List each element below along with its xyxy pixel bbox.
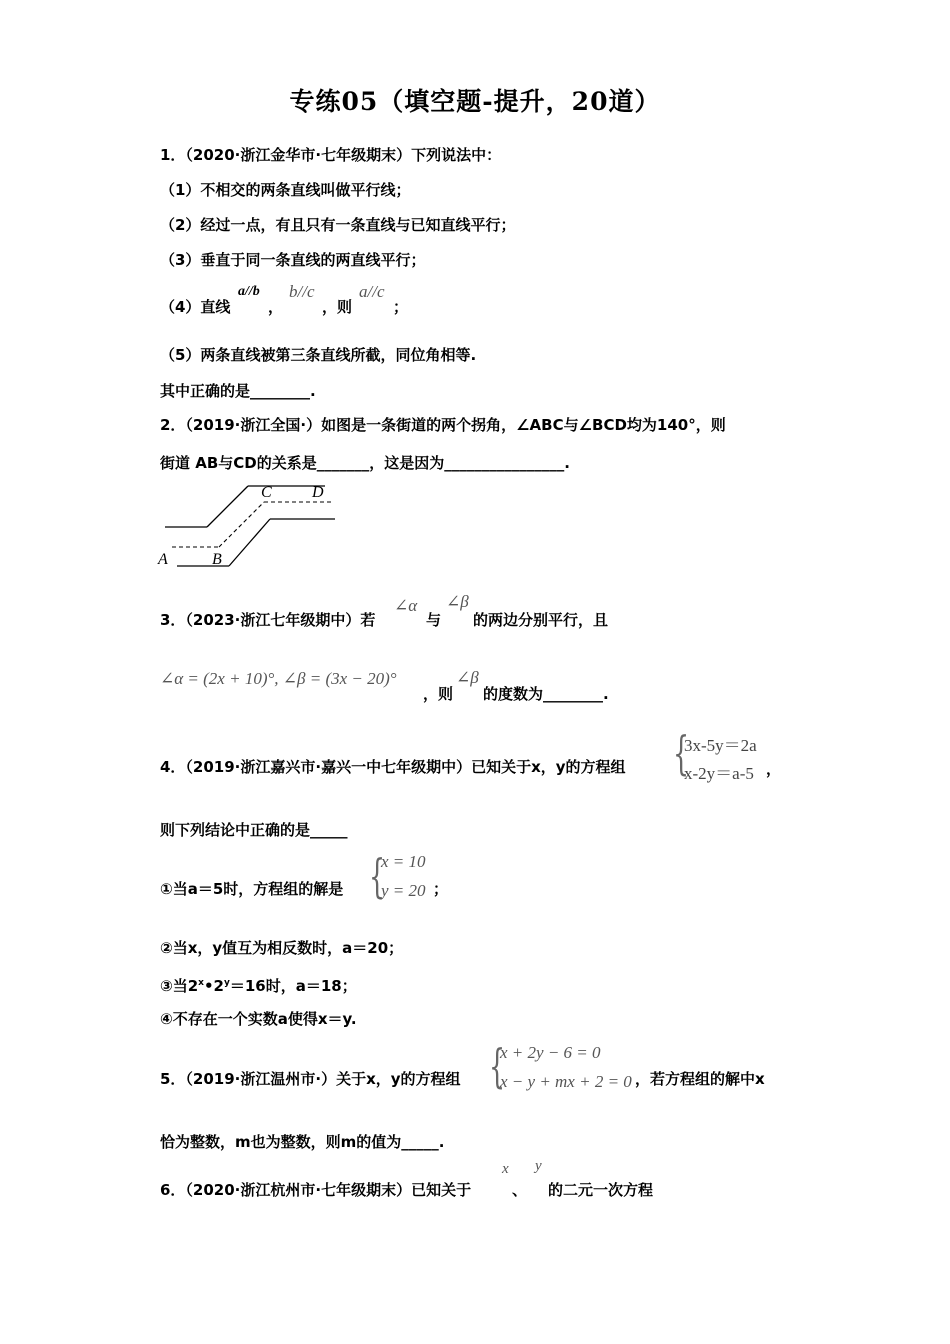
q4-solution-y: y = 20 — [381, 881, 426, 900]
q1-math-a-parallel-c: a//c — [359, 282, 385, 301]
q1-statement-2: （2）经过一点，有且只有一条直线与已知直线平行； — [160, 216, 516, 234]
q2-stem-line2: 街道 AB与CD的关系是_______，这是因为________________. — [160, 454, 570, 472]
q1-then: ，则 — [322, 298, 353, 316]
q1-stem: 1．（2020·浙江金华市·七年级期末）下列说法中： — [160, 146, 502, 164]
q3-and: 与 — [426, 611, 442, 629]
q3-angle-beta: ∠β — [446, 592, 469, 611]
q1-statement-4-prefix: （4）直线 — [160, 298, 231, 316]
street-upper-slant-edge — [207, 486, 248, 527]
q6-separator: 、 — [512, 1181, 528, 1199]
label-b: B — [212, 551, 222, 568]
q5-system-brace: { — [489, 1039, 506, 1093]
q1-math-b-parallel-c: b//c — [289, 282, 315, 301]
q4-conclusion-2: ②当x，y值互为相反数时，a＝20； — [160, 939, 404, 957]
q3-ask: 的度数为________. — [483, 685, 609, 703]
q5-equation-2: x − y + mx + 2 = 0 — [500, 1072, 632, 1091]
q4-conclusion-4: ④不存在一个实数a使得x＝y. — [160, 1010, 357, 1028]
q4-equation-2: x-2y＝a-5 — [684, 764, 754, 783]
q4-solution-brace: { — [369, 849, 386, 903]
q5-line2: 恰为整数，m也为整数，则m的值为_____. — [160, 1133, 445, 1151]
q1-statement-1: （1）不相交的两条直线叫做平行线； — [160, 181, 411, 199]
q4-comma: ， — [766, 760, 782, 778]
q1-semicolon: ； — [393, 298, 409, 316]
q4-conclusion-1-prefix: ①当a＝5时，方程组的解是 — [160, 880, 344, 898]
q5-stem: 5．（2019·浙江温州市·）关于x，y的方程组 — [160, 1070, 461, 1088]
q1-answer-blank: 其中正确的是________. — [160, 382, 316, 400]
q1-math-a-parallel-b: a//b — [238, 284, 260, 299]
q4-stem: 4．（2019·浙江嘉兴市·嘉兴一中七年级期中）已知关于x，y的方程组 — [160, 758, 626, 776]
street-lower-slant-edge — [229, 519, 270, 566]
q3-stem-suffix: 的两边分别平行，且 — [473, 611, 609, 629]
q6-var-y: y — [535, 1158, 542, 1174]
street-corner-diagram — [155, 478, 345, 570]
q4-solution-x: x = 10 — [381, 852, 426, 871]
q3-then: ，则 — [423, 685, 454, 703]
label-d: D — [312, 484, 324, 501]
q5-tail: ，若方程组的解中x — [635, 1070, 765, 1088]
q1-comma: ， — [268, 298, 284, 316]
q4-equation-1: 3x-5y＝2a — [684, 736, 757, 755]
label-a: A — [158, 551, 168, 568]
q4-conclusion-1-end: ； — [433, 880, 449, 898]
q1-statement-3: （3）垂直于同一条直线的两直线平行； — [160, 251, 426, 269]
q3-stem-prefix: 3．（2023·浙江七年级期中）若 — [160, 611, 376, 629]
q4-ask: 则下列结论中正确的是_____ — [160, 821, 348, 839]
q6-tail: 的二元一次方程 — [548, 1181, 654, 1199]
q4-conclusion-3: ③当$2^x•2^y=16$时，a＝18； — [160, 977, 357, 995]
q2-stem-line1: 2．（2019·浙江全国·）如图是一条街道的两个拐角，∠ABC与∠BCD均为140°，则 — [160, 416, 726, 434]
q6-var-x: x — [502, 1161, 509, 1177]
q6-stem: 6．（2020·浙江杭州市·七年级期末）已知关于 — [160, 1181, 472, 1199]
q5-equation-1: x + 2y − 6 = 0 — [500, 1043, 601, 1062]
q3-angle-alpha: ∠α — [394, 596, 418, 615]
q1-statement-5: （5）两条直线被第三条直线所截，同位角相等. — [160, 346, 477, 364]
q3-angle-beta-2: ∠β — [456, 668, 479, 687]
q3-formula: ∠α = (2x + 10)°, ∠β = (3x − 20)° — [160, 669, 397, 688]
label-c: C — [261, 484, 272, 501]
q4-system-brace: { — [673, 726, 690, 780]
page-title: 专练05（填空题-提升，20道） — [289, 87, 661, 116]
